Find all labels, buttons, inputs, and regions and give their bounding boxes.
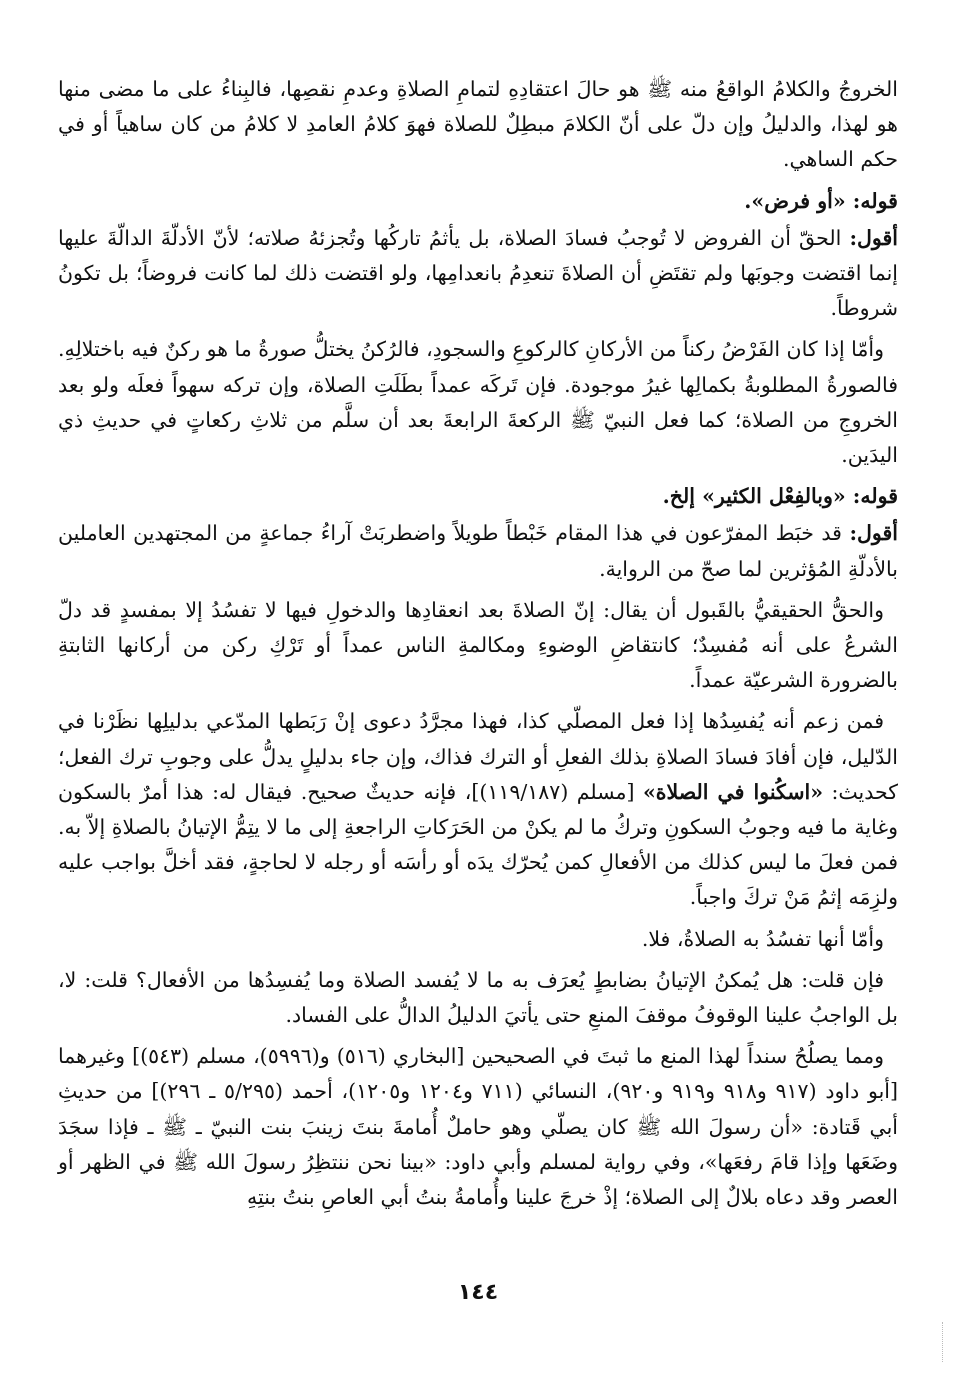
paragraph-text: وأمّا إذا كان الفَرْضُ ركناً من الأركانِ كالركوعِ والسجودِ، فالرُكنُ يختلُّ صورةُ ما هو ركنٌ فيه باختلالِهِ. فالصورةُ المطلوبةُ بكمالِها غيرُ موجودة. فإن تَركَه عمداً بطَلَتِ الصلاة، وإن تركه سهواً فعلَه ولو بعد الخروجِ من الصلاة؛ كما فعل النبيّ ﷺ الركعةَ الرابعةَ بعد أن سلَّم من ثلاثِ ركعاتٍ في حديثِ ذي اليدَين. — [58, 337, 898, 468]
hadith-quote: «اسكُنوا في الصلاة» — [642, 779, 824, 804]
paragraph-text-pre: فمن زعم أنه يُفسِدُها إذا فعل المصلّي كذا، فهذا مجرَّدُ دعوى إنْ رَبَطها المدّعي بدليلِها نظَرْنا في الدّليل، فإن أفادَ فسادَ الصلاةِ بذلك الفعلِ أو الترك فذاك، وإن جاء بدليلٍ يدلُّ على وجوبِ ترك الفعل؛ كحديث: — [58, 709, 898, 804]
aqul-label: أقول: — [849, 521, 898, 546]
paragraph-text: قد خبَط المفرّعون في هذا المقام خَبْطاً طويلاً واضطربَتْ آراءُ جماعةٍ من المجتهدين العاملين بالأدلّةِ المُؤثرين لما صحّ من الرواية. — [58, 521, 898, 581]
paragraph-text: الخروجُ والكلامُ الواقعُ منه ﷺ هو حالَ اعتقادِهِ لتمامِ الصلاةِ وعدمِ نقصِها، فالبِناءُ على ما مضى منها هو لهذا، والدليلُ وإن دلّ على أنّ الكلامَ مبطِلٌ للصلاة فهوَ كلامُ العامدِ لا كلامُ من كان ساهياً أو في حكم الساهي. — [58, 77, 898, 172]
aqul-label: أقول: — [849, 225, 898, 250]
paragraph-7 — [58, 593, 898, 699]
paragraph-10 — [58, 963, 898, 1033]
page-number: ١٤٤ — [457, 1280, 499, 1305]
paragraph-text: الحقّ أن الفروض لا تُوجبُ فسادَ الصلاة، بل يأثمُ تاركُها وتُجزئهُ صلاته؛ لأنّ الأدلّةَ الدالّةَ عليها إنما اقتضت وجوبَها ولم تقتَضِ أن الصلاةَ تنعدِمُ بانعدامِها، ولو اقتضت ذلك لما كانت فروضاً؛ بل تكونُ شروطاً. — [58, 225, 898, 321]
paragraph-aqul-2 — [58, 516, 898, 586]
qawl-label: قوله: «أو فرض». — [744, 188, 898, 213]
paragraph-1 — [58, 72, 898, 178]
paragraph-text-post: [مسلم (١١٩/١٨٧)]، فإنه حديثٌ صحيح. فيقال له: هذا أمرٌ بالسكون وغاية ما فيه وجوبُ السكونِ وتركُ ما لم يكنْ من الحَرَكاتِ الراجعةِ إلى ما لا يتِمُّ الإتيانُ بالصلاةِ إلاّ به. فمن فعلَ ما ليس كذلك من الأفعالِ كمن يُحرّك يدَه أو رأسَه أو رجله لا لحاجةٍ، فقد أخلَّ بواجب عليه ولزِمَه إثمُ مَنْ تركَ واجباً. — [58, 779, 898, 910]
paragraph-9 — [58, 922, 898, 957]
paragraph-8 — [58, 704, 898, 915]
paragraph-text: وأمّا أنها تفسُدُ به الصلاةُ، فلا. — [641, 926, 884, 951]
paragraph-text: والحقُّ الحقيقيُّ بالقَبول أن يقال: إنّ الصلاةَ بعد انعقادِها والدخولِ فيها لا تفسُدُ إلا بمفسدٍ قد دلّ الشرعُ على أنه مُفسِدٌ؛ كانتقاضِ الوضوءِ ومكالمةِ الناس عمداً أو تَرْكِ ركن من أركانها الثابتةِ بالضرورة الشرعيّة عمداً. — [58, 597, 898, 693]
paragraph-text: فإن قلت: هل يُمكنُ الإتيانُ بضابطٍ يُعرَف به ما لا يُفسد الصلاة وما يُفسِدُها من الأفعال؟ قلت: لا، بل الواجبُ علينا الوقوفُ موقفَ المنعِ حتى يأتيَ الدليلُ الدالُّ على الفساد. — [58, 967, 898, 1028]
qawl-label: قوله: «وبالفِعْل الكثير» إلخ. — [662, 484, 898, 509]
paragraph-text: ومما يصلُحُ سنداً لهذا المنع ما ثبتَ في الصحيحين [البخاري (٥١٦) و(٥٩٩٦)، مسلم (٥٤٣)] وغيرهما [أبو داود (٩١٧ و٩١٨ و٩١٩ و٩٢٠)، النسائي (٧١١ و١٢٠٤ و١٢٠٥)، أحمد (٥/٢٩٥ ـ ٢٩٦)] من حديثِ أبي قَتادة: «أن رسولَ الله ﷺ كان يصلّي وهو حاملٌ أُمامةَ بنتَ زينبَ بنت النبيّ ـ ﷺ ـ فإذا سجَدَ وضَعَها وإذا قامَ رفعَها»، وفي رواية لمسلم وأبي داود: «بينا نحن ننتظِرُ رسولَ الله ﷺ في الظهر أو العصر وقد دعاه بلالٌ إلى الصلاة؛ إذْ خرجَ علينا وأُمامةُ بنتُ أبي العاصِ بنتُ بنتِهِ — [58, 1044, 898, 1210]
margin-line — [936, 1322, 943, 1362]
paragraph-aqul-1 — [58, 221, 898, 327]
main-text — [58, 72, 898, 1221]
heading-qawl-2 — [58, 479, 898, 514]
paragraph-4 — [58, 332, 898, 473]
paragraph-11 — [58, 1039, 898, 1215]
heading-qawl-1 — [58, 184, 898, 219]
